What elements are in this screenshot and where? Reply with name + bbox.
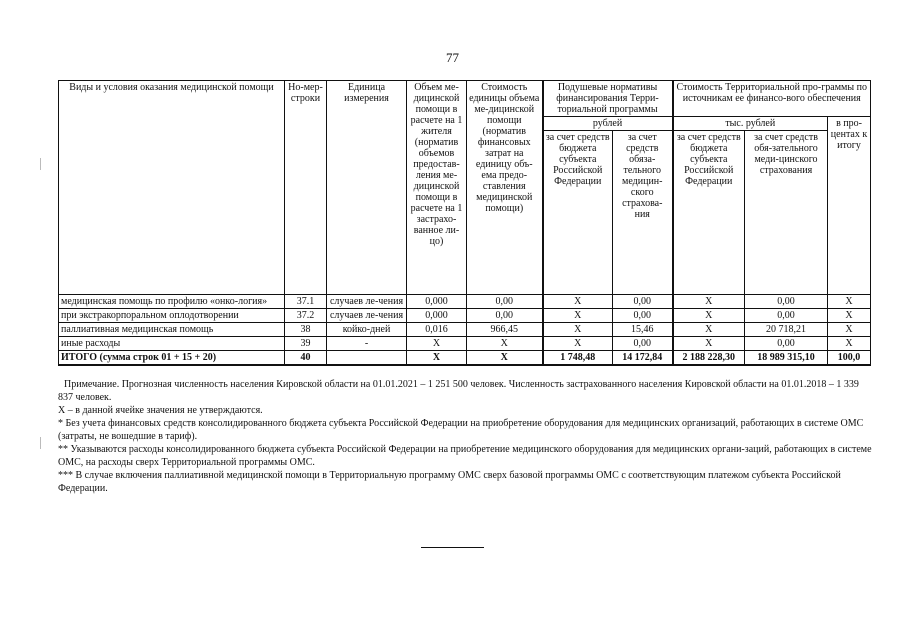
row-number: 38: [285, 323, 327, 337]
note-footnote-1: * Без учета финансовых средств консолидированного бюджета субъекта Российской Федерации на приобретение оборудования для медицинских организаций, работающих в системе ОМС (затраты, не вошедшие в тариф).: [58, 418, 864, 442]
row-unit: случаев ле-чения: [327, 295, 407, 309]
separator-line: [421, 547, 484, 548]
table-row: [59, 295, 871, 309]
row-unit-cost: X: [467, 337, 543, 351]
row-budget-cost: X: [673, 309, 745, 323]
header-budget-per-capita: за счет средств бюджета субъекта Российской Федерации: [543, 131, 613, 295]
row-volume: 0,016: [407, 323, 467, 337]
row-number: 37.2: [285, 309, 327, 323]
row-volume: X: [407, 337, 467, 351]
header-unit-cost: Стоимость единицы объема ме-дицинской помощи (норматив финансовых затрат на единицу объ-ема предо-ставления медицинской помощи): [467, 81, 543, 295]
header-row-number: Но-мер-строки: [285, 81, 327, 295]
row-volume: 0,000: [407, 295, 467, 309]
total-row: [59, 351, 871, 366]
header-per-capita-group: Подушевые нормативы финансирования Терри-ториальной программы: [543, 81, 673, 117]
row-number: 39: [285, 337, 327, 351]
row-oms-per-capita: 0,00: [613, 337, 673, 351]
row-number: 37.1: [285, 295, 327, 309]
row-volume: 0,000: [407, 309, 467, 323]
total-name: ИТОГО (сумма строк 01 + 15 + 20): [59, 351, 285, 366]
total-oms-cost: 18 989 315,10: [745, 351, 828, 366]
row-budget-cost: X: [673, 337, 745, 351]
row-budget-per-capita: X: [543, 323, 613, 337]
row-oms-cost: 0,00: [745, 337, 828, 351]
row-oms-cost: 0,00: [745, 309, 828, 323]
note-footnote-2: ** Указываются расходы консолидированного бюджета субъекта Российской Федерации на приобретение медицинского оборудования для медицинских органи-заций, работающих в системе ОМС, на расходы сверх Территориальной программы ОМС.: [58, 444, 872, 468]
header-unit-thousand-rubles: тыс. рублей: [673, 117, 828, 131]
row-oms-cost: 0,00: [745, 295, 828, 309]
row-percent: X: [828, 337, 871, 351]
header-kinds: Виды и условия оказания медицинской помощи: [59, 81, 285, 295]
table-row: [59, 309, 871, 323]
total-budget-cost: 2 188 228,30: [673, 351, 745, 366]
row-name: при экстракорпоральном оплодотворении: [59, 309, 285, 323]
row-oms-cost: 20 718,21: [745, 323, 828, 337]
page-number: 77: [446, 50, 459, 65]
total-unit-cost: X: [467, 351, 543, 366]
header-oms-per-capita: за счет средств обяза-тельного медицин-ского страхова-ния: [613, 131, 673, 295]
row-oms-per-capita: 15,46: [613, 323, 673, 337]
row-percent: X: [828, 323, 871, 337]
budget-table: [58, 80, 871, 366]
row-percent: X: [828, 309, 871, 323]
row-budget-per-capita: X: [543, 337, 613, 351]
total-volume: X: [407, 351, 467, 366]
row-budget-cost: X: [673, 295, 745, 309]
header-budget-cost: за счет средств бюджета субъекта Российской Федерации: [673, 131, 745, 295]
row-oms-per-capita: 0,00: [613, 295, 673, 309]
header-program-cost-group: Стоимость Территориальной про-граммы по источникам ее финансо-вого обеспечения: [673, 81, 871, 117]
table-row: [59, 337, 871, 351]
row-name: паллиативная медицинская помощь: [59, 323, 285, 337]
row-unit: случаев ле-чения: [327, 309, 407, 323]
table-row: [59, 323, 871, 337]
row-unit-cost: 0,00: [467, 295, 543, 309]
total-percent: 100,0: [828, 351, 871, 366]
note-population: Примечание. Прогнозная численность населения Кировской области на 01.01.2021 – 1 251 500 человек. Численность застрахованного населения Кировской области на 01.01.2018 – 1 339 837 человек.: [58, 379, 859, 403]
header-oms-cost: за счет средств обя-зательного меди-цинского страхования: [745, 131, 828, 295]
row-name: медицинская помощь по профилю «онко-логия»: [59, 295, 285, 309]
note-x-legend: X – в данной ячейке значения не утверждаются.: [58, 405, 263, 416]
row-oms-per-capita: 0,00: [613, 309, 673, 323]
total-unit: [327, 351, 407, 366]
margin-mark: [40, 437, 41, 449]
total-oms-per-capita: 14 172,84: [613, 351, 673, 366]
margin-mark: [40, 158, 41, 170]
row-unit-cost: 966,45: [467, 323, 543, 337]
header-volume: Объем ме-дицинской помощи в расчете на 1 жителя (норматив объемов предостав-ления ме-дицинской помощи в расчете на 1 застрахо-ванное ли-цо): [407, 81, 467, 295]
header-unit: Единица измерения: [327, 81, 407, 295]
total-budget-per-capita: 1 748,48: [543, 351, 613, 366]
header-percent: в про-центах к итогу: [828, 117, 871, 295]
row-unit-cost: 0,00: [467, 309, 543, 323]
row-name: иные расходы: [59, 337, 285, 351]
row-unit: -: [327, 337, 407, 351]
row-budget-per-capita: X: [543, 295, 613, 309]
row-percent: X: [828, 295, 871, 309]
note-footnote-3: *** В случае включения паллиативной медицинской помощи в Территориальную программу ОМС сверх базовой программы ОМС с соответствующим платежом субъекта Российской Федерации.: [58, 470, 841, 494]
row-budget-per-capita: X: [543, 309, 613, 323]
notes: [58, 378, 872, 495]
row-budget-cost: X: [673, 323, 745, 337]
header-unit-rubles: рублей: [543, 117, 673, 131]
total-number: 40: [285, 351, 327, 366]
row-unit: койко-дней: [327, 323, 407, 337]
